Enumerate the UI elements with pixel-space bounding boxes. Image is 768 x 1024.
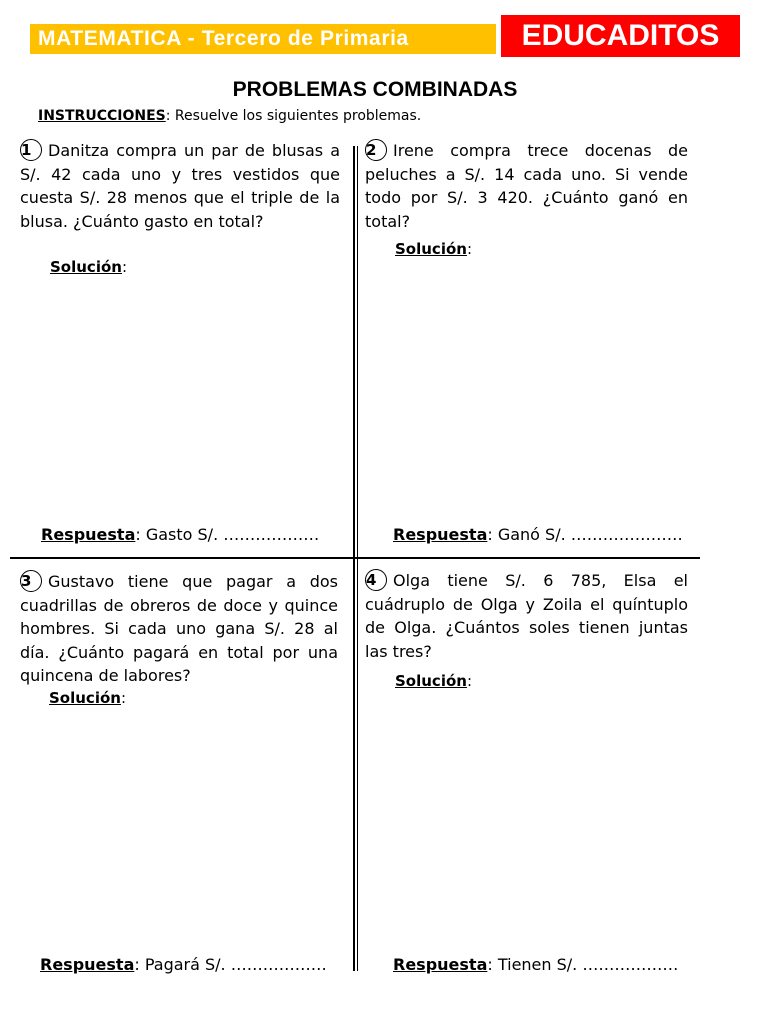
problem-2 (365, 139, 688, 233)
problem-1 (20, 139, 340, 233)
answer-2 (393, 525, 683, 544)
solution-2: Solución: (395, 240, 473, 258)
problem-4 (365, 569, 688, 663)
subject-banner: MATEMATICA - Tercero de Primaria (30, 24, 496, 54)
instructions-label: INSTRUCCIONES (38, 108, 166, 124)
problem-text: Gustavo tiene que pagar a dos cuadrillas de obreros de doce y quince hombres. Si cada uno gana S/. 28 al día. ¿Cuánto pagará en total por una quincena de labores? (20, 572, 338, 685)
answer-3 (40, 955, 327, 974)
horizontal-divider (10, 557, 700, 559)
solution-4: Solución: (395, 672, 473, 690)
problem-number-badge: 1 (20, 139, 42, 161)
problem-text: Irene compra trece docenas de peluches a S/. 14 cada uno. Si vende todo por S/. 3 420. ¿Cuánto ganó en total? (365, 141, 688, 231)
answer-text: : Gasto S/. ……………… (135, 525, 320, 544)
answer-1 (41, 525, 319, 544)
page-title: PROBLEMAS COMBINADAS (232, 78, 518, 101)
problem-text: Danitza compra un par de blusas a S/. 42 cada uno y tres vestidos que cuesta S/. 28 menos que el triple de la blusa. ¿Cuánto gasto en total? (20, 141, 340, 231)
problem-3 (20, 570, 338, 688)
instructions (38, 108, 421, 124)
answer-text: : Ganó S/. ………………… (487, 525, 683, 544)
answer-label: Respuesta (393, 955, 488, 974)
brand-logo: EDUCADITOS (501, 15, 740, 57)
answer-label: Respuesta (40, 955, 135, 974)
answer-text: : Tienen S/. ……………… (487, 955, 679, 974)
solution-label: Solución (49, 689, 121, 707)
problem-number-badge: 2 (365, 139, 387, 161)
problem-text: Olga tiene S/. 6 785, Elsa el cuádruplo de Olga y Zoila el quíntuplo de Olga. ¿Cuántos soles tienen juntas las tres? (365, 571, 688, 661)
problem-number-badge: 4 (365, 569, 387, 591)
solution-label: Solución (50, 258, 122, 276)
solution-label: Solución (395, 240, 467, 258)
answer-label: Respuesta (393, 525, 488, 544)
solution-1: Solución: (50, 258, 128, 276)
answer-text: : Pagará S/. ……………… (134, 955, 327, 974)
solution-label: Solución (395, 672, 467, 690)
solution-3: Solución: (49, 689, 127, 707)
answer-label: Respuesta (41, 525, 136, 544)
instructions-text: : Resuelve los siguientes problemas. (165, 108, 422, 124)
problem-number-badge: 3 (20, 570, 42, 592)
answer-4 (393, 955, 678, 974)
